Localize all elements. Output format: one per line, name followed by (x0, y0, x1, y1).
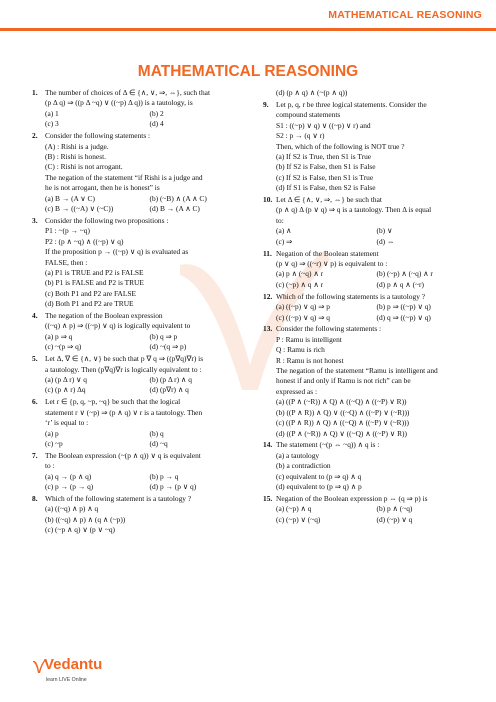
answer-option: (b) 2 (149, 108, 164, 118)
question-text-line: The negation of the statement “Ramu is intelligent and (276, 366, 438, 376)
question-text-line: The negation of the Boolean expression (45, 311, 163, 321)
question-text-line: compound statements (276, 110, 341, 120)
question-text-line: (a) ((P ∧ (~R)) ∧ Q) ∧ ((~Q) ∧ ((~P) ∨ R)) (276, 397, 407, 407)
vedantu-logo (30, 656, 110, 692)
answer-option: (a) p (45, 428, 59, 438)
question-text-line: Negation of the Boolean statement (276, 248, 379, 258)
question-item (263, 324, 473, 438)
right-question-column (263, 88, 473, 527)
answer-option: (b) q (149, 428, 164, 438)
question-text-line: to: (276, 215, 284, 225)
question-text-line: ((~q) ∧ p) ⇒ ((~p) ∨ q) is logically equivalent to (45, 321, 191, 331)
answer-option: (c) 3 (45, 119, 59, 129)
question-text-line: (b) ((~q) ∧ p) ∧ (q ∧ (~p)) (45, 514, 126, 524)
answer-option: (c) (p ∧ r) Δq (45, 385, 86, 395)
question-text-line: Consider the following statements : (276, 324, 382, 334)
question-text-line: expressed as : (276, 386, 318, 396)
answer-option: (a) (~p) ∧ q (276, 504, 312, 514)
answer-option: (a) (p Δ r) ∨ q (45, 374, 87, 384)
answer-option: (c) p → (p → q) (45, 482, 94, 492)
answer-option: (a) 1 (45, 108, 59, 118)
question-text-line: P2 : (p ∧ ~q) ∧ ((~p) ∨ q) (45, 236, 124, 246)
answer-option: (a) q → (p ∧ q) (45, 471, 92, 481)
question-text-line: (a) If S2 is True, then S1 is True (276, 151, 372, 161)
logo-tagline: learn LIVE Online (46, 677, 87, 683)
question-item (263, 195, 473, 247)
answer-options (45, 375, 250, 396)
question-item (263, 100, 473, 194)
answer-option: (a) ∧ (276, 226, 292, 236)
question-text-line: The number of choices of Δ ∈ {∧, ∨, ⇒, ⇔}, such that (45, 88, 211, 97)
question-number: 2. (32, 131, 38, 141)
logo-name: Vedantu (44, 656, 103, 673)
answer-option: (b) p ⇒ ((~p) ∨ q) (376, 302, 431, 312)
question-text-line: statement r ∨ (~p) ⇒ (p ∧ q) ∨ r is a tautology. Then (45, 407, 203, 417)
answer-options (45, 109, 250, 130)
answer-option: (d) q ⇒ ((~p) ∨ q) (376, 312, 431, 322)
question-item (263, 494, 473, 525)
question-text-line: (b) ((P ∧ R)) ∧ Q) ∨ ((~Q) ∧ ((~P) ∨ (~R))) (276, 407, 410, 417)
answer-option: (d) p ∧ q ∧ (~r) (376, 279, 424, 289)
question-text-line: (d) equivalent to (p ⇒ q) ∧ p (276, 482, 362, 492)
page-header (0, 0, 496, 28)
answer-options (45, 332, 250, 353)
answer-option: (b) p ∧ (~q) (376, 504, 413, 514)
question-text-line: P1 : ~(p → ~q) (45, 226, 90, 236)
answer-option: (b) p → q (149, 471, 179, 481)
question-text-line: S2 : p → (q ∨ r) (276, 131, 325, 141)
answer-option: (b) (~p) ∧ (~q) ∧ r (376, 269, 433, 279)
left-question-column (32, 88, 250, 537)
question-text-line: (p Δ q) ⇒ ((p Δ ~q) ∨ ((~p) Δ q)) is a tautology, is (45, 98, 193, 108)
answer-option: (c) B → ((~A) ∨ (~C)) (45, 203, 114, 213)
answer-option: (c) ⇒ (276, 236, 293, 246)
header-divider (0, 28, 496, 31)
question-text-line: Let r ∈ {p, q, ~p, ~q} be such that the logical (45, 397, 181, 407)
answer-options (276, 269, 473, 290)
question-text-line: (B) : Rishi is honest. (45, 151, 106, 161)
question-text-line: (C) : Rishi is not arrogant. (45, 162, 123, 172)
question-text-line: (b) If S2 is False, then S1 is False (276, 162, 376, 172)
question-text-line: Which of the following statement is a tautology ? (45, 493, 192, 503)
question-text-line: (b) P1 is FALSE and P2 is TRUE (45, 278, 144, 288)
question-number: 4. (32, 311, 38, 321)
header-label: MATHEMATICAL REASONING (328, 9, 482, 21)
answer-option: (a) B → (A ∨ C) (45, 193, 95, 203)
question-text-line: (c) If S2 is False, then S1 is True (276, 172, 374, 182)
page-title: MATHEMATICAL REASONING (137, 63, 359, 80)
answer-options (276, 226, 473, 247)
answer-option: (c) (~p) ∨ (~q) (276, 514, 321, 524)
question-item (32, 311, 250, 353)
question-text-line: to : (45, 461, 55, 471)
question-text-line: S1 : ((~p) ∨ q) ∨ ((~p) ∨ r) and (276, 120, 371, 130)
question-text-line: (d) Both P1 and P2 are TRUE (45, 299, 134, 309)
answer-option: (c) ~(p ⇒ q) (45, 342, 82, 352)
question-item (263, 292, 473, 323)
question-item (32, 216, 250, 310)
question-number: 7. (32, 450, 38, 460)
answer-option: (d) p → (p ∨ q) (149, 482, 197, 492)
question-number: 5. (32, 354, 38, 364)
question-text-line: Let Δ ∈ {∧, ∨, ⇒, ⇔} be such that (276, 195, 382, 205)
answer-option: (b) (p Δ r) ∧ q (149, 374, 192, 384)
question-item (32, 451, 250, 493)
question-number: 6. (32, 397, 38, 407)
answer-option: (a) p ⇒ q (45, 331, 73, 341)
answer-option: (d) 4 (149, 119, 164, 129)
answer-options (276, 504, 473, 525)
answer-option: (a) ((~p) ∨ q) ⇒ p (276, 302, 330, 312)
question-text-line: The negation of the statement “if Rishi is a judge and (45, 172, 203, 182)
question-number: 8. (32, 493, 38, 503)
question-item (263, 88, 473, 98)
question-item (263, 249, 473, 291)
question-text-line: (p ∨ q) ⇒ ((~r) ∨ p) is equivalent to : (276, 259, 388, 268)
question-text-line: R : Ramu is not honest (276, 355, 344, 365)
answer-option: (d) (p∇r) ∧ q (149, 385, 189, 395)
question-text-line: P : Ramu is intelligent (276, 334, 342, 344)
question-text-line: honest if and only if Ramu is not rich” can be (276, 376, 411, 386)
question-number: 14. (263, 440, 273, 450)
answer-option: (c) (~p) ∧ q ∧ r (276, 279, 324, 289)
question-item (32, 131, 250, 214)
answer-option: (d) (~p) ∨ q (376, 514, 413, 524)
answer-options (45, 429, 250, 450)
question-text-line: (a) ((~q) ∧ p) ∧ q (45, 504, 99, 514)
question-number: 3. (32, 215, 38, 225)
question-number: 13. (263, 324, 273, 334)
question-text-line: he is not arrogant, then he is honest” is (45, 183, 160, 193)
question-text-line: (c) Both P1 and P2 are FALSE (45, 288, 137, 298)
question-number: 11. (263, 248, 272, 258)
question-text-line: (b) a contradiction (276, 461, 331, 471)
question-text-line: (d) If S1 is False, then S2 is False (276, 183, 376, 193)
answer-options (276, 302, 473, 323)
answer-option: (d) B → (A ∧ C) (149, 203, 200, 213)
question-text-line: (c) ((P ∧ R)) ∧ Q) ∧ ((~Q) ∧ ((~P) ∨ (~R))) (276, 418, 409, 428)
answer-options (45, 472, 250, 493)
question-text-line: (p ∧ q) Δ (p ∨ q) ⇒ q is a tautology. Then Δ is equal (276, 205, 432, 215)
answer-option: (c) ((~p) ∨ q) ⇒ q (276, 312, 330, 322)
question-text-line: (d) ((P ∧ (~R)) ∧ Q) ∨ ((~Q) ∧ ((~P) ∨ R)) (276, 428, 407, 438)
answer-option: (b) (~B) ∧ (A ∧ C) (149, 193, 207, 203)
answer-option: (d) ~(q ⇒ p) (149, 342, 187, 352)
question-text-line: Negation of the Boolean expression p ⇔ (q ⇒ p) is (276, 493, 428, 503)
answer-option: (c) ~p (45, 438, 63, 448)
question-number: 1. (32, 88, 38, 97)
question-text-line: If the proposition p → ((~p) ∨ q) is evaluated as (45, 247, 189, 257)
question-item (32, 494, 250, 536)
question-number: 12. (263, 291, 273, 301)
question-number: 9. (263, 99, 269, 109)
question-number: 10. (263, 195, 273, 205)
question-item (32, 88, 250, 130)
question-text-line: (c) equivalent to (p ⇒ q) ∧ q (276, 471, 362, 481)
question-text-line: ‘r’ is equal to : (45, 418, 89, 428)
question-text-line: (c) (~p ∧ q) ∨ (p ∨ ~q) (45, 525, 115, 535)
question-text-line: Then, which of the following is NOT true ? (276, 141, 405, 151)
question-text-line: The Boolean expression (~(p ∧ q)) ∨ q is equivalent (45, 450, 201, 460)
answer-options (45, 194, 250, 215)
question-text-line: (d) (p ∧ q) ∧ (~(p ∧ q)) (276, 88, 348, 97)
question-item (263, 440, 473, 492)
question-number: 15. (263, 493, 273, 503)
question-text-line: Consider the following two propositions : (45, 215, 169, 225)
answer-option: (d) ~q (149, 438, 168, 448)
question-text-line: (a) P1 is TRUE and P2 is FALSE (45, 267, 144, 277)
question-text-line: a tautology. Then (p∇q)∇r is logically equivalent to : (45, 364, 202, 374)
question-text-line: Let Δ, ∇ ∈ {∧, ∨} be such that p ∇ q ⇒ ((p∇q)∇r) is (45, 354, 204, 364)
question-text-line: (A) : Rishi is a judge. (45, 141, 109, 151)
question-text-line: The statement (~(p ⇔ ~q)) ∧ q is : (276, 440, 380, 450)
question-text-line: FALSE, then : (45, 257, 88, 267)
question-text-line: Which of the following statements is a tautology ? (276, 291, 426, 301)
answer-option: (b) q ⇒ p (149, 331, 178, 341)
question-item (32, 397, 250, 449)
question-text-line: (a) a tautology (276, 450, 320, 460)
question-text-line: Consider the following statements : (45, 131, 151, 141)
answer-option: (a) p ∧ (~q) ∧ r (276, 269, 324, 279)
answer-option: (b) ∨ (376, 226, 393, 236)
question-text-line: Let p, q, r be three logical statements. Consider the (276, 99, 427, 109)
answer-option: (d) ⇔ (376, 236, 395, 246)
question-item (32, 354, 250, 396)
question-text-line: Q : Ramu is rich (276, 345, 325, 355)
